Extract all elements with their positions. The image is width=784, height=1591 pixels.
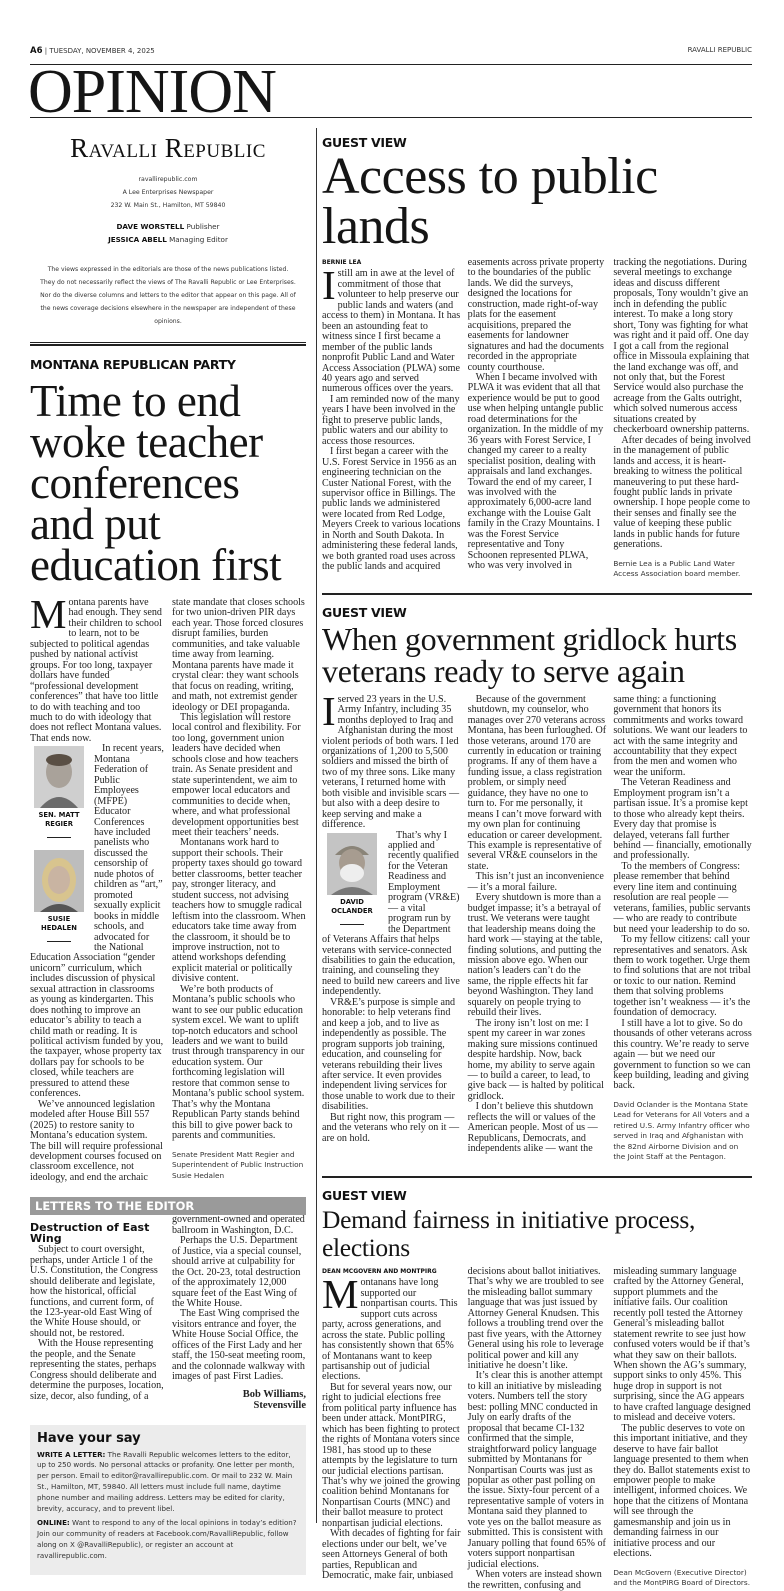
paragraph: This legislation will restore local control and flexibility. For too long, government union leaders have decided when schools close and how teachers train. As Senate president and state superintendent, we aim to empower local educators and communities to decide when, where, and what professional development opportunities best meet their teachers’ needs. — [172, 711, 301, 838]
byline: DEAN MCGOVERN AND MONTPIRG — [322, 1267, 437, 1275]
paragraph: Because of the government shutdown, my counselor, who manages over 270 veterans across Montana, has been furloughed. Of those veterans, around 170 are currently in education or training programs. If any of them have a funding issue, a class registration problem, or simply need guidance, they have no one to turn to. For me personally, it means I can’t move forward with my own plan for continuing education or career development. This example is representative of several VR&E counselors in the state. — [467, 693, 607, 872]
paper-name: RAVALLI REPUBLIC — [687, 46, 752, 54]
masthead — [30, 133, 306, 328]
paragraph: Montanans have long supported our nonpartisan courts. This support cuts across party, across generations, and across the state. Public polling has consistently shown that 65% of Montanans want to keep partisanship out of judicial elections. — [322, 1271, 458, 1383]
article-education — [30, 357, 306, 1183]
paragraph: The public deserves to vote on this important initiative, and they deserve to have fair ballot language presented to them when they do. Ballot statements exist to empower people to make intelligent, informed choices. We hope that the citizens of Montana will see through the gamesmanship and join us in demanding fairness in our initiative process and our elections. — [613, 1422, 751, 1560]
signature-town: Stevensville — [253, 1399, 306, 1411]
drop-cap: I — [322, 262, 336, 309]
mug-oclander — [322, 833, 382, 925]
info-label: WRITE A LETTER: — [37, 1449, 106, 1459]
letters-header: LETTERS TO THE EDITOR — [30, 1197, 306, 1215]
mug-regier — [30, 746, 88, 942]
article-kicker: GUEST VIEW — [322, 135, 407, 150]
paragraph: In recent years, Montana Federation of Public Employees (MFPE) Educator Conferences have included panelists who discussed the censorship of nude photos of children as “art,” promoted sexually explicit books in middle schools, and advocated for the National Education Association “gender unicorn” curriculum, which includes discussion of physical sexual attraction in classrooms as young as kindergarten. This does nothing to improve an educator’s ability to teach a child math or reading. It is political activism funded by you, the taxpayer, whose property tax dollars pay for schools to be closed, while teachers are pressured to attend these conferences. — [30, 743, 164, 1100]
staff-editor — [30, 233, 306, 246]
paragraph: I first began a career with the U.S. Forest Service in 1956 as an engineering technician on the Custer National Forest, with the supervisor office in Billings. The public lands we administered were located from Red Lodge, Meyers Creek to various locations in North and South Dakota. In administering these federal lands, we both granted road uses across the public lands and acquired easements across private property to the boundaries of the public lands. We did the surveys, designed the locations for construction, made right-of-way plats for the easement acquisitions, prepared the easements for landowner signatures and had the documents recorded in the appropriate county courthouse. — [322, 257, 605, 573]
article-headline: When government gridlock hurts veterans ready to serve again — [322, 620, 737, 689]
paragraph: After decades of being involved in the management of public lands and access, it is heart-breaking to witness the political maneuvering to put these hard-fought public lands in private ownership. I hope people come to their senses and finally see the value of keeping these public lands in public hands for future generations. — [613, 434, 751, 551]
paragraph: With the House representing the people, and the Senate representing the states, perhaps Congress should deliberate and determine the purposes, location, size, decor, also funding, of a government-owned and operated ballroom in Washington, D.C. — [30, 1214, 305, 1402]
caption-rule — [47, 941, 71, 942]
header-rule — [30, 117, 752, 118]
left-column — [30, 128, 306, 1575]
caption-rule — [47, 837, 71, 838]
portrait-photo — [34, 850, 84, 912]
paragraph: That’s why I applied and recently qualified for the Veteran Readiness and Employment program (VR&E) — a vital program run by the Department of Veterans Affairs that helps veterans with service-connected disabilities to gain the education, training, and counseling they need to build new careers and live independently. — [322, 829, 460, 998]
have-your-say-title: Have your say — [37, 1430, 141, 1446]
paragraph: We’ve announced legislation modeled after House Bill 557 (2025) to restore sanity to Montana’s education system. The bill will require professional development courses focused on classroom excellence, not ideology, and end the archaic state mandate that closes schools for two union-driven PIR days each year. Those forced closures disrupt families, burden communities, and take valuable time away from learning. Montana parents have made it crystal clear: they want schools that focus on reading, writing, and math, not extremist gender ideology or DEI propaganda. — [30, 597, 305, 1183]
article-kicker: MONTANA REPUBLICAN PARTY — [30, 357, 236, 372]
portrait-photo — [327, 833, 377, 895]
paragraph: It’s clear this is another attempt to kill an initiative by misleading voters. Numbers tell the story best: polling MNC conducted in July on early drafts of the proposal that became CI-132 confirmed that the simple, straightforward policy language submitted by Montanans for Nonpartisan Courts was just as popular as other past polling on the issue. Sixty-four percent of a representative sample of voters in Montana said they planned to vote yes on the ballot measure as submitted. This is consistent with January polling that found 65% of voters support nonpartisan judicial elections. — [467, 1370, 606, 1570]
write-letter-info — [37, 1450, 299, 1515]
author-tagline: Dean McGovern (Executive Director) and the MontPIRG Board of Directors. — [613, 1567, 751, 1588]
paragraph: Iserved 23 years in the U.S. Army Infantry, including 35 months deployed to Iraq and Afghanistan during the most violent periods of both wars. I led organizations of 1,200 to 5,500 soldiers and missed the birth of two of my three sons. Like many veterans, I returned home with both visible and invisible scars — but also with a deep desire to keep serving and make a difference. — [322, 687, 460, 831]
paragraph: We’re both products of Montana’s public schools who want to see our public education system excel. We want to uplift top-notch educators and school leaders and we want to build trust through transparency in our education system. Our forthcoming legislation will restore that common sense to Montana’s public school system. That’s why the Montana Republican Party stands behind this bill to give power back to parents and communities. — [172, 983, 305, 1142]
page-number: A6 — [30, 46, 43, 56]
staff-list — [30, 220, 306, 246]
drop-cap: M — [322, 1271, 359, 1318]
section-title: OPINION — [28, 58, 276, 126]
paragraph: Montanans work hard to support their schools. Their property taxes should go toward better classrooms, better teacher pay, stronger literacy, and student success, not advising teachers how to smuggle radical leftism into the classroom. When educators take time away from the classroom, it should be to improve instruction, not to attend workshops defending explicit material or politically divisive content. — [172, 837, 306, 985]
article-headline: Access to public lands — [322, 148, 658, 255]
company: A Lee Enterprises Newspaper — [122, 189, 214, 196]
paragraph: The irony isn’t lost on me: I spent my career in war zones making sure missions continued despite hardship. Now, back home, my ability to serve again — to build a career, to lead, to give back — is halted by political gridlock. — [467, 1017, 604, 1102]
portrait-photo — [34, 746, 84, 808]
paragraph: Every shutdown is more than a budget impasse; it’s a betrayal of trust. We veterans were taught that leadership means doing the hard work — staying at the table, finding solutions, and putting the mission above ego. When our nation’s leaders can’t do the same, the ripple effects hit far beyond Washington. They land squarely on people trying to rebuild their lives. — [467, 892, 603, 1019]
website: ravallirepublic.com — [138, 176, 198, 183]
paragraph: Istill am in awe at the level of commitment of those that volunteer to help preserve our public lands and waters (and access to them) in Montana. It has been an astounding feat to witness since I first became a member of the public lands nonprofit Public Land and Water Access Association (PLWA) some 40 years ago and served numerous offices over the years. — [322, 262, 461, 395]
info-label: ONLINE: — [37, 1518, 70, 1528]
section-rule — [322, 1176, 752, 1178]
staff-role: Publisher — [186, 222, 220, 231]
column-divider — [316, 128, 317, 1523]
paragraph: This isn’t just an inconvenience — it’s a moral failure. — [467, 871, 604, 893]
address: 232 W. Main St., Hamilton, MT 59840 — [110, 202, 226, 209]
paragraph: When voters are instead shown the rewritten, confusing and misleading summary language crafted by the Attorney General, support plummets and the initiative fails. Our coalition recently poll tested the Attorney General’s misleading ballot statement rewrite to see just how confused voters would be if that’s what they saw on their ballots. When shown the AG’s summary, support sinks to only 45%. This huge drop in support is not surprising, since the AG appears to have crafted language designed to mislead and deceive voters. — [467, 1265, 751, 1591]
drop-cap: I — [322, 687, 336, 734]
mug-caption: DAVID OCLANDER — [331, 897, 373, 915]
article-kicker: GUEST VIEW — [322, 1187, 407, 1203]
article-veterans — [322, 605, 752, 1163]
info-text: Want to respond to any of the local opinions in today’s edition? Join our community of readers at Facebook.com/RavalliRepublic, follow along on X @RavalliRepublic), or register an account at ravallirepublic.com. — [37, 1518, 297, 1560]
author-tagline: Senate President Matt Regier and Superintendent of Public Instruction Susie Hedalen — [172, 1149, 304, 1180]
author-tagline: Bernie Lea is a Public Land Water Access Association board member. — [613, 558, 741, 579]
paragraph: The Veteran Readiness and Employment program isn’t a partisan issue. It’s a promise kept to those who already kept theirs. Every day that promise is delayed, veterans fall further behind — financially, emotionally and professionally. — [613, 777, 752, 862]
paragraph: Subject to court oversight, perhaps, under Article 1 of the U.S. Constitution, the Congress should deliberate and legislate, how the historical, official functions, and current form, of the 123-year-old East Wing of the White House should, or should not, be restored. — [30, 1244, 158, 1339]
caption-rule — [340, 924, 364, 925]
online-info — [37, 1518, 299, 1561]
paragraph: When I became involved with PLWA it was evident that all that experience would be put to good use when helping untangle public road determinations for the organization. In the middle of my 36 years with Forest Service, I changed my career to a realty specialist position, dealing with appraisals and land exchanges. Toward the end of my career, I was involved with the approximately 6,000-acre land exchange with the Louise Galt family in the Crazy Mountains. I was the Forest Service representative and Tony Schoonen represented PLWA, who was very involved in tracking the negotiations. During several meetings to exchange ideas and discuss different proposals, Tony wouldn’t give an inch in defending the public interest. To make a long story short, Tony was fighting for what was right and it paid off. One day I got a call from the regional office in Missoula explaining that the land exchange was off, and not only that, but the Forest Service would also purchase the acreage from the Galts outright, which solved numerous access situations created by checkerboard ownership patterns. — [467, 257, 750, 572]
mug-caption: SEN. MATT REGIER — [38, 811, 80, 829]
paragraph: With decades of fighting for fair elections under our belt, we’ve seen Attorneys General of both parties, Republican and Democratic, make fair, unbiased decisions about ballot initiatives. That’s why we are troubled to see the misleading ballot summary language that was just issued by Attorney General Knudsen. This follows a troubling trend over the past five years, with the Attorney General using his role to leverage political power and kill any initiative he doesn’t like. — [322, 1265, 604, 1582]
article-kicker: GUEST VIEW — [322, 604, 407, 620]
article-body — [30, 591, 306, 1183]
paragraph: I don’t believe this shutdown reflects the will or values of the American people. Most of us — Republicans, Democrats, and independents alike — want the same thing: a functioning government that honors its commitments and works toward solutions. We want our leaders to act with the same integrity and accountability that they expect from the men and women who wear the uniform. — [467, 693, 748, 1155]
staff-role: Managing Editor — [169, 235, 228, 244]
right-column — [322, 128, 752, 1591]
paragraph: But right now, this program — and the veterans who rely on it — are on hold. — [322, 1111, 460, 1144]
paragraph: I still have a lot to give. So do thousands of other veterans across this country. We’re ready to serve again — but we need our government to function so we can keep building, leading and giving back. — [613, 1017, 752, 1092]
have-your-say-box — [30, 1425, 306, 1575]
folio: A6 | TUESDAY, NOVEMBER 4, 2025 — [30, 46, 155, 56]
letter-signature — [172, 1389, 306, 1411]
paragraph: Montana parents have had enough. They send their children to school to learn, not to be subjected to political agendas pushed by national activist groups. For too long, taxpayer dollars have funded “professional development conferences” that have too little to do with teaching and too much to do with ideology that does not reflect Montana values. That ends now. — [30, 591, 162, 744]
drop-cap: M — [30, 591, 67, 637]
paragraph: But for several years now, our right to judicial elections free from political party influence has been under attack. MontPIRG, which has been fighting to protect the rights of Montana voters since 1981, has stood up to these attempts by the legislature to turn our judicial elections partisan. That’s why we joined the growing coalition behind Montanans for Nonpartisan Courts (MNC) and their ballot measure to protect nonpartisan judicial elections. — [322, 1381, 461, 1529]
paragraph: The East Wing comprised the visitors entrance and foyer, the White House Social Office, the offices of the First Lady and her staff, the 150-seat meeting room, and the colonnade walkway with images of past First Ladies. — [172, 1308, 306, 1383]
article-body — [322, 1267, 752, 1591]
article-public-lands — [322, 135, 752, 580]
article-headline: Demand fairness in initiative process, elections — [322, 1204, 696, 1262]
paragraph: To my fellow citizens: call your representatives and senators. Ask them to work together. Urge them to find solutions that are not tribal or toxic to our nation. Remind them that solving problems together isn’t weakness — it’s the foundation of democracy. — [613, 934, 751, 1019]
disclaimer: The views expressed in the editorials are those of the news publications listed. They do not necessarily reflect the views of The Ravalli Republic or Lee Enterprises. Nor do the diverse columns and letters to the editor that appear on this page. All of the news coverage decisions elsewhere in the newspaper are independent of these opinions. — [40, 266, 296, 325]
staff-name: JESSICA ABELL — [108, 235, 167, 244]
mug-caption: SUSIE HEDALEN — [41, 915, 77, 933]
letter — [30, 1215, 306, 1410]
paragraph: VR&E’s purpose is simple and honorable: to help veterans find and keep a job, and to live as independently as possible. The program supports job training, education, and counseling for veterans rebuilding their lives after service. It even provides independent living services for those unable to work due to their disabilities. — [322, 996, 456, 1113]
signature-name: Bob Williams, — [242, 1388, 306, 1400]
masthead-rule — [30, 342, 306, 346]
info-text: The Ravalli Republic welcomes letters to the editor, up to 250 words. No personal attacks or profanity. One letter per month, per person. Email to editor@ravallirepublic.com. Or mail to 232 W. Main St., Hamilton, MT, 59840. All letters must include full name, daytime phone number and mailing address. Letters may be edited for clarity, brevity, accuracy, and to prevent libel. — [37, 1449, 295, 1513]
masthead-logo: Ravalli Republic — [70, 133, 266, 163]
article-headline: Time to end woke teacher conferences and put education first — [30, 376, 282, 590]
article-body — [322, 258, 752, 580]
article-body — [322, 687, 752, 1163]
section-rule — [322, 593, 752, 595]
author-tagline: David Oclander is the Montana State Lead for Veterans for All Voters and a retired U.S. Army Infantry officer who served in Iraq and Afghanistan with the 82nd Airborne Division and on the Joint Staff at the Pentagon. — [613, 1099, 750, 1162]
issue-date: TUESDAY, NOVEMBER 4, 2025 — [49, 47, 155, 55]
staff-publisher — [30, 220, 306, 233]
paragraph: To the members of Congress: please remember that behind every line item and continuing resolution are real people — veterans, families, public servants — who are ready to contribute but need your leadership to do so. — [613, 860, 751, 935]
paragraph: Perhaps the U.S. Department of Justice, via a special counsel, should arrive at culpability for the Oct. 20-23, total destruction of the approximately 12,000 square feet of the East Wing of the White House. — [172, 1235, 302, 1309]
letter-title: Destruction of East Wing — [30, 1221, 150, 1245]
paragraph: I am reminded now of the many years I have been involved in the fight to preserve public lands, public waters and our ability to access those resources. — [322, 393, 460, 447]
letters-section — [30, 1197, 306, 1410]
staff-name: DAVE WORSTELL — [116, 222, 185, 231]
article-fairness — [322, 1188, 752, 1591]
byline: BERNIE LEA — [322, 259, 362, 266]
